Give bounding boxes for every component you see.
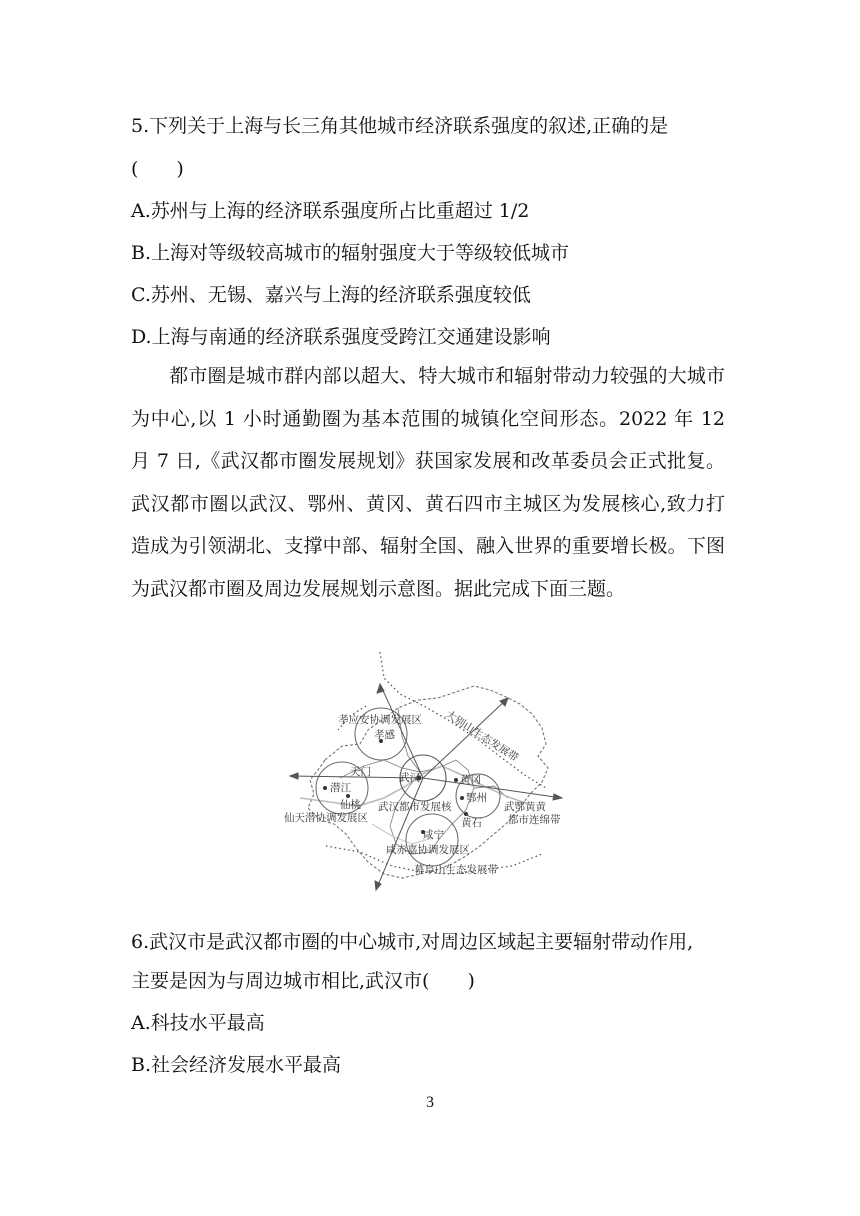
label-dabie-belt: 大别山生态发展带: [443, 708, 521, 765]
q5-stem: 5.下列关于上海与长三角其他城市经济联系强度的叙述,正确的是: [131, 115, 669, 137]
passage: [131, 355, 725, 611]
label-xiantao: 仙桃: [340, 799, 361, 811]
q5-option-b: B.上海对等级较高城市的辐射强度大于等级较低城市: [131, 242, 570, 264]
label-tianmen: 天门: [350, 766, 371, 778]
q6-option-b: B.社会经济发展水平最高: [131, 1054, 342, 1076]
label-xiaoying-zone: 孝应安协调发展区: [338, 714, 422, 726]
wuhan-metro-map: [280, 648, 580, 903]
q5-option-a: A.苏州与上海的经济联系强度所占比重超过 1/2: [131, 200, 530, 222]
label-xianning: 咸宁: [423, 829, 444, 841]
passage-text: 都市圈是城市群内部以超大、特大城市和辐射带动力较强的大城市为中心,以 1 小时通勤圈为基本范围的城镇化空间形态。2022 年 12 月 7 日,《武汉都市圈发展规划》获国家发展和改革委员会正式批复。武汉都市圈以武汉、鄂州、黄冈、黄石四市主城区为发展核心,致力打造成为引领湖北、支撑中部、辐射全国、融入世界的重要增长极。下图为武汉都市圈及周边发展规划示意图。据此完成下面三题。: [131, 365, 725, 600]
label-wuhan: 武汉: [399, 772, 420, 784]
label-wuhan-core: 武汉都市发展核: [378, 801, 452, 813]
q6-stem-line2: 主要是因为与周边城市相比,武汉市( ): [131, 970, 475, 992]
label-xiantianqian-zone: 仙天潜协调发展区: [284, 812, 368, 824]
label-qianjiang: 潜江: [330, 782, 351, 794]
q5-option-d: D.上海与南通的经济联系强度受跨江交通建设影响: [131, 326, 551, 348]
label-mufu-belt: 幕阜山生态发展带: [414, 864, 498, 876]
page-number: 3: [426, 1094, 434, 1111]
q5-option-c: C.苏州、无锡、嘉兴与上海的经济联系强度较低: [131, 284, 531, 306]
label-wuehuanghuang: 武鄂黄黄 都市连绵带: [504, 801, 561, 826]
q5-answer-blank: ( ): [131, 158, 184, 180]
label-xiaogan: 孝感: [374, 729, 395, 741]
q6-option-a: A.科技水平最高: [131, 1012, 265, 1034]
q6-stem-line1: 6.武汉市是武汉都市圈的中心城市,对周边区域起主要辐射带动作用,: [131, 931, 694, 953]
label-ezhou: 鄂州: [466, 792, 487, 804]
label-xianchijia-zone: 咸赤嘉协调发展区: [386, 844, 470, 856]
label-huanggang: 黄冈: [460, 774, 481, 786]
label-huangshi: 黄石: [461, 817, 482, 829]
